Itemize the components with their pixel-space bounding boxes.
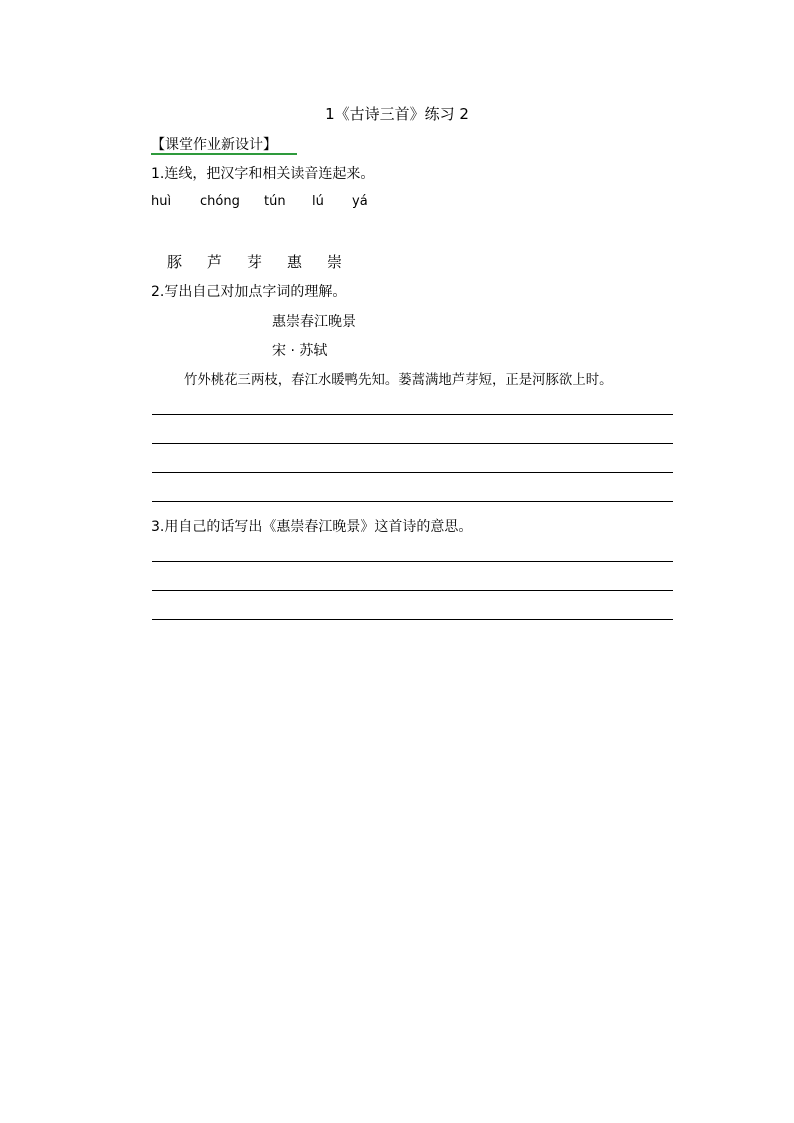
answer-line[interactable] [152, 619, 673, 620]
pinyin-tun: tún [264, 194, 286, 209]
hanzi-tun: 豚 [167, 253, 183, 271]
hanzi-chong: 崇 [327, 253, 343, 271]
answer-line[interactable] [152, 472, 673, 473]
question-3: 3.用自己的话写出《惠崇春江晚景》这首诗的意思。 [151, 519, 473, 535]
poem-body: 竹外桃花三两枝，春江水暖鸭先知。蒌蒿满地芦芽短，正是河豚欲上时。 [184, 373, 613, 388]
answer-line[interactable] [152, 443, 673, 444]
answer-line[interactable] [152, 561, 673, 562]
answer-line[interactable] [152, 414, 673, 415]
answer-line[interactable] [152, 501, 673, 502]
pinyin-chong: chóng [200, 194, 240, 209]
page-title: 1《古诗三首》练习 2 [325, 105, 469, 123]
pinyin-ya: yá [352, 194, 368, 209]
section-tag: 【课堂作业新设计】 [151, 137, 277, 153]
question-1: 1.连线，把汉字和相关读音连起来。 [151, 166, 375, 182]
hanzi-hui: 惠 [287, 253, 303, 271]
poem-title: 惠崇春江晚景 [272, 314, 356, 330]
hanzi-lu: 芦 [207, 253, 223, 271]
question-2: 2.写出自己对加点字词的理解。 [151, 284, 347, 300]
pinyin-lu: lú [312, 194, 324, 209]
answer-line[interactable] [152, 590, 673, 591]
pinyin-hui: huì [151, 194, 172, 209]
section-tag-underline [151, 153, 297, 155]
poem-author: 宋 · 苏轼 [272, 343, 328, 359]
hanzi-ya: 芽 [247, 253, 263, 271]
